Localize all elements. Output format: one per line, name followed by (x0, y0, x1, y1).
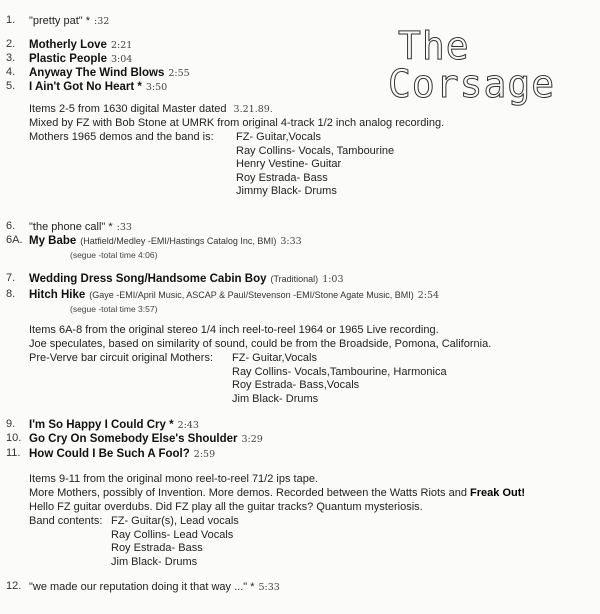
track-row (29, 580, 280, 595)
album-title-line2: Corsage (388, 62, 556, 106)
track-title: My Babe (29, 235, 77, 247)
notes-line (29, 487, 525, 501)
notes-line: Items 9-11 from the original mono reel-to-reel 71/2 ips tape. (29, 473, 318, 485)
track-credit: (Hatfield/Medley -EMI/Hastings Catalog Inc, BMI) (80, 236, 277, 246)
track-row (29, 288, 439, 303)
notes-line: Pre-Verve bar circuit original Mothers: (29, 352, 214, 364)
member: Henry Vestine- Guitar (236, 158, 342, 171)
member: Roy Estrada- Bass (236, 171, 328, 184)
track-number: 6A. (6, 234, 23, 246)
track-title: Wedding Dress Song/Handsome Cabin Boy (29, 273, 267, 285)
track-row (29, 234, 302, 249)
track-time: 2:59 (193, 449, 216, 460)
member: FZ- Guitar,Vocals (232, 352, 317, 364)
member-list (232, 352, 447, 406)
notes-line: Mothers 1965 demos and the band is: (29, 131, 214, 143)
track-title: Motherly Love (29, 39, 107, 51)
member-list (236, 131, 394, 199)
member: Roy Estrada- Bass,Vocals (232, 379, 360, 392)
notes-date: 3.21.89. (233, 104, 273, 115)
track-time: 2:21 (110, 40, 133, 51)
member: Jim Black- Drums (232, 392, 319, 405)
notes-line: Hello FZ guitar overdubs. Did FZ play all the guitar tracks? Quantum mysteriosis. (29, 501, 423, 513)
track-time: 2:55 (168, 68, 190, 79)
track-time: 3:50 (145, 82, 168, 93)
track-credit: (Gaye -EMI/April Music, ASCAP & Paul/Stevenson -EMI/Stone Agate Music, BMI) (89, 290, 414, 300)
track-number: 10. (6, 432, 22, 444)
track-time: 3:04 (110, 54, 133, 65)
notes-line: Mixed by FZ with Bob Stone at UMRK from original 4-track 1/2 inch analog recording. (29, 117, 445, 129)
track-credit: (Traditional) (270, 274, 319, 284)
track-time: 2:54 (417, 290, 440, 301)
track-row (29, 80, 167, 95)
track-number: 5. (6, 80, 16, 92)
track-title: "the phone call" * (29, 221, 113, 233)
notes-text: Items 2-5 from 1630 digital Master dated (29, 103, 227, 115)
notes-text: More Mothers, possibly of Invention. More demos. Recorded between the Watts Riots and (29, 487, 467, 499)
track-segue: (segue -total time 4:06) (70, 250, 158, 260)
track-time: 2:43 (177, 420, 199, 431)
track-number: 4. (6, 66, 16, 78)
track-number: 9. (6, 418, 16, 430)
track-time: 5:33 (258, 582, 280, 593)
track-number: 7. (6, 272, 16, 284)
notes-line: Items 6A-8 from the original stereo 1/4 inch reel-to-reel 1964 or 1965 Live recording. (29, 324, 439, 336)
track-title: Anyway The Wind Blows (29, 67, 165, 79)
track-number: 12. (6, 580, 22, 592)
track-title: I'm So Happy I Could Cry * (29, 419, 174, 431)
track-segue: (segue -total time 3:57) (70, 304, 158, 314)
track-time: 3:29 (241, 434, 263, 445)
track-row (29, 14, 109, 29)
track-title: Go Cry On Somebody Else's Shoulder (29, 433, 238, 445)
track-number: 8. (6, 288, 16, 300)
member-list (111, 515, 239, 569)
track-title: "we made our reputation doing it that way ..." * (29, 581, 255, 593)
notes-bold-text: Freak Out! (470, 487, 526, 499)
member: FZ- Guitar(s), Lead vocals (111, 515, 239, 527)
track-row (29, 220, 132, 235)
track-row (29, 38, 132, 53)
album-title-line1: The (398, 24, 470, 68)
track-time: :33 (116, 222, 132, 233)
track-row (29, 447, 215, 462)
track-row (29, 52, 132, 67)
track-row (29, 418, 199, 433)
track-time: 3:33 (280, 236, 302, 247)
track-row (29, 432, 263, 447)
member: Roy Estrada- Bass (111, 542, 203, 555)
track-title: Hitch Hike (29, 289, 86, 301)
member: Ray Collins- Vocals,Tambourine, Harmonica (232, 365, 447, 378)
member: Ray Collins- Lead Vocals (111, 528, 234, 541)
track-title: "pretty pat" * (29, 15, 91, 27)
track-number: 6. (6, 220, 16, 232)
notes-line: Joe speculates, based on similarity of sound, could be from the Broadside, Pomona, California. (29, 338, 492, 350)
track-title: I Ain't Got No Heart * (29, 81, 142, 93)
notes-line (29, 103, 273, 117)
track-row (29, 66, 190, 81)
track-time: :32 (94, 16, 110, 27)
member: Jimmy Black- Drums (236, 185, 337, 198)
track-time: 1:03 (322, 274, 344, 285)
track-number: 2. (6, 38, 16, 50)
track-row (29, 272, 344, 287)
member: FZ- Guitar,Vocals (236, 131, 321, 143)
track-number: 3. (6, 52, 16, 64)
member: Ray Collins- Vocals, Tambourine (236, 144, 395, 157)
notes-line: Band contents: (29, 515, 103, 527)
track-title: Plastic People (29, 53, 107, 65)
member: Jim Black- Drums (111, 555, 198, 568)
track-title: How Could I Be Such A Fool? (29, 448, 190, 460)
track-number: 11. (6, 447, 21, 459)
track-number: 1. (6, 14, 16, 26)
